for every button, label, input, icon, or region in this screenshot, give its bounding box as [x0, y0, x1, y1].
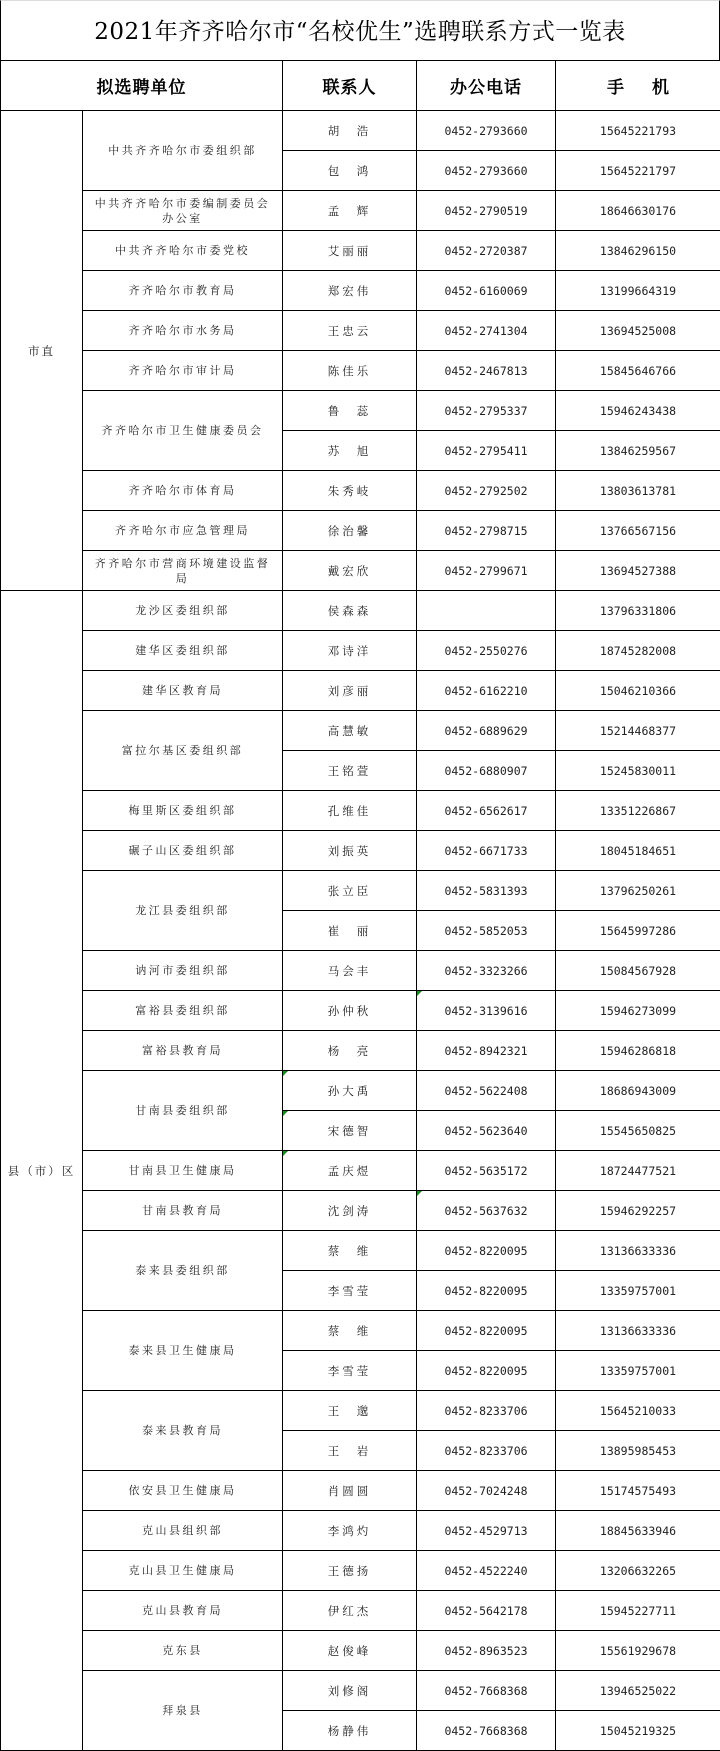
office-phone-cell: 0452-8963523: [417, 1631, 556, 1671]
unit-cell: 齐齐哈尔市审计局: [83, 351, 283, 391]
office-phone-cell: 0452-5642178: [417, 1591, 556, 1631]
contact-name-cell: 艾丽丽: [283, 231, 417, 271]
office-phone-cell: 0452-6160069: [417, 271, 556, 311]
contact-name-cell: 张立臣: [283, 871, 417, 911]
mobile-cell: 15045219325: [556, 1711, 720, 1751]
contact-name-cell: 王 岩: [283, 1431, 417, 1471]
unit-cell: 甘南县卫生健康局: [83, 1151, 283, 1191]
mobile-cell: 18045184651: [556, 831, 720, 871]
mobile-cell: 18724477521: [556, 1151, 720, 1191]
contact-name-cell: 孙大禹: [283, 1071, 417, 1111]
unit-cell: 富裕县教育局: [83, 1031, 283, 1071]
table-row: [1, 1471, 720, 1511]
mobile-cell: 13846296150: [556, 231, 720, 271]
contact-name-cell: 刘彦丽: [283, 671, 417, 711]
office-phone-cell: 0452-2550276: [417, 631, 556, 671]
table-row: [1, 191, 720, 231]
mobile-cell: 13895985453: [556, 1431, 720, 1471]
contact-name-cell: 朱秀岐: [283, 471, 417, 511]
unit-cell: 建华区教育局: [83, 671, 283, 711]
table-row: [1, 1631, 720, 1671]
mobile-cell: 15946273099: [556, 991, 720, 1031]
table-row: [1, 591, 720, 631]
table-row: [1, 1671, 720, 1711]
unit-cell: 建华区委组织部: [83, 631, 283, 671]
office-phone-cell: 0452-5635172: [417, 1151, 556, 1191]
mobile-cell: 15645221797: [556, 151, 720, 191]
mobile-cell: 15946243438: [556, 391, 720, 431]
contact-name-cell: 孟庆煜: [283, 1151, 417, 1191]
unit-cell: 富裕县委组织部: [83, 991, 283, 1031]
table-row: [1, 1071, 720, 1111]
mobile-cell: 15561929678: [556, 1631, 720, 1671]
table-row: [1, 1591, 720, 1631]
contact-name-cell: 戴宏欣: [283, 551, 417, 591]
contact-name-cell: 郑宏伟: [283, 271, 417, 311]
contact-name-cell: 孟 辉: [283, 191, 417, 231]
mobile-cell: 13351226867: [556, 791, 720, 831]
contact-name-cell: 鲁 蕊: [283, 391, 417, 431]
office-phone-cell: 0452-8233706: [417, 1431, 556, 1471]
contact-name-cell: 杨静伟: [283, 1711, 417, 1751]
mobile-cell: 13796250261: [556, 871, 720, 911]
unit-cell: 龙沙区委组织部: [83, 591, 283, 631]
mobile-cell: 13206632265: [556, 1551, 720, 1591]
table-row: [1, 271, 720, 311]
mobile-cell: 15645997286: [556, 911, 720, 951]
unit-cell: 中共齐齐哈尔市委组织部: [83, 111, 283, 191]
contact-name-cell: 胡 浩: [283, 111, 417, 151]
unit-cell: 龙江县委组织部: [83, 871, 283, 951]
contact-name-cell: 赵俊峰: [283, 1631, 417, 1671]
unit-cell: 克山县教育局: [83, 1591, 283, 1631]
unit-cell: 泰来县卫生健康局: [83, 1311, 283, 1391]
contact-name-cell: 刘修阁: [283, 1671, 417, 1711]
mobile-cell: 13766567156: [556, 511, 720, 551]
office-phone-cell: 0452-2793660: [417, 151, 556, 191]
contact-table: [0, 60, 720, 1751]
mobile-cell: 13694525008: [556, 311, 720, 351]
mobile-cell: 13846259567: [556, 431, 720, 471]
table-row: [1, 311, 720, 351]
table-row: [1, 231, 720, 271]
mobile-cell: 13359757001: [556, 1351, 720, 1391]
office-phone-cell: 0452-4522240: [417, 1551, 556, 1591]
mobile-cell: 13136633336: [556, 1231, 720, 1271]
table-row: [1, 1551, 720, 1591]
office-phone-cell: 0452-2467813: [417, 351, 556, 391]
contact-name-cell: 马会丰: [283, 951, 417, 991]
table-row: [1, 471, 720, 511]
table-row: [1, 111, 720, 151]
unit-cell: 泰来县委组织部: [83, 1231, 283, 1311]
table-row: [1, 831, 720, 871]
contact-name-cell: 杨 亮: [283, 1031, 417, 1071]
header-mobile: 手 机: [556, 61, 720, 111]
contact-name-cell: 李雪莹: [283, 1351, 417, 1391]
mobile-cell: 15645210033: [556, 1391, 720, 1431]
table-row: [1, 711, 720, 751]
contact-name-cell: 苏 旭: [283, 431, 417, 471]
mobile-cell: 13136633336: [556, 1311, 720, 1351]
mobile-cell: 15214468377: [556, 711, 720, 751]
office-phone-cell: 0452-2741304: [417, 311, 556, 351]
office-phone-cell: 0452-8220095: [417, 1271, 556, 1311]
contact-name-cell: 崔 丽: [283, 911, 417, 951]
table-row: [1, 551, 720, 591]
office-phone-cell: 0452-2793660: [417, 111, 556, 151]
table-row: [1, 1151, 720, 1191]
table-header-row: [1, 61, 720, 111]
office-phone-cell: 0452-8220095: [417, 1351, 556, 1391]
office-phone-cell: 0452-2798715: [417, 511, 556, 551]
mobile-cell: 13199664319: [556, 271, 720, 311]
unit-cell: 甘南县委组织部: [83, 1071, 283, 1151]
table-row: [1, 871, 720, 911]
office-phone-cell: 0452-2795411: [417, 431, 556, 471]
table-row: [1, 511, 720, 551]
contact-name-cell: 孙仲秋: [283, 991, 417, 1031]
contact-name-cell: 王德扬: [283, 1551, 417, 1591]
unit-cell: 齐齐哈尔市水务局: [83, 311, 283, 351]
contact-name-cell: 沈剑涛: [283, 1191, 417, 1231]
office-phone-cell: 0452-6880907: [417, 751, 556, 791]
mobile-cell: 15245830011: [556, 751, 720, 791]
unit-cell: 甘南县教育局: [83, 1191, 283, 1231]
unit-cell: 梅里斯区委组织部: [83, 791, 283, 831]
unit-cell: 泰来县教育局: [83, 1391, 283, 1471]
contact-name-cell: 伊红杰: [283, 1591, 417, 1631]
office-phone-cell: 0452-8233706: [417, 1391, 556, 1431]
region-cell: 县（市）区: [1, 591, 83, 1751]
office-phone-cell: 0452-5831393: [417, 871, 556, 911]
mobile-cell: 18686943009: [556, 1071, 720, 1111]
office-phone-cell: 0452-8220095: [417, 1231, 556, 1271]
office-phone-cell: 0452-2795337: [417, 391, 556, 431]
office-phone-cell: 0452-2720387: [417, 231, 556, 271]
header-office-phone: 办公电话: [417, 61, 556, 111]
office-phone-cell: 0452-5852053: [417, 911, 556, 951]
contact-name-cell: 蔡 维: [283, 1231, 417, 1271]
header-unit: 拟选聘单位: [1, 61, 283, 111]
office-phone-cell: 0452-3139616: [417, 991, 556, 1031]
contact-name-cell: 徐治馨: [283, 511, 417, 551]
contact-name-cell: 高慧敏: [283, 711, 417, 751]
table-body: [1, 111, 720, 1751]
contact-name-cell: 王 邈: [283, 1391, 417, 1431]
mobile-cell: 15545650825: [556, 1111, 720, 1151]
table-row: [1, 1511, 720, 1551]
table-row: [1, 951, 720, 991]
table-row: [1, 351, 720, 391]
mobile-cell: 13694527388: [556, 551, 720, 591]
office-phone-cell: 0452-5637632: [417, 1191, 556, 1231]
contact-name-cell: 王铭萱: [283, 751, 417, 791]
contact-name-cell: 包 鸿: [283, 151, 417, 191]
unit-cell: 讷河市委组织部: [83, 951, 283, 991]
office-phone-cell: 0452-6562617: [417, 791, 556, 831]
unit-cell: 齐齐哈尔市营商环境建设监督局: [83, 551, 283, 591]
office-phone-cell: 0452-3323266: [417, 951, 556, 991]
office-phone-cell: 0452-5622408: [417, 1071, 556, 1111]
table-row: [1, 631, 720, 671]
unit-cell: 拜泉县: [83, 1671, 283, 1751]
office-phone-cell: 0452-2792502: [417, 471, 556, 511]
mobile-cell: 15946292257: [556, 1191, 720, 1231]
office-phone-cell: 0452-6162210: [417, 671, 556, 711]
table-row: [1, 391, 720, 431]
contact-name-cell: 宋德智: [283, 1111, 417, 1151]
contact-name-cell: 李鸿灼: [283, 1511, 417, 1551]
office-phone-cell: [417, 591, 556, 631]
office-phone-cell: 0452-7668368: [417, 1671, 556, 1711]
unit-cell: 中共齐齐哈尔市委编制委员会办公室: [83, 191, 283, 231]
unit-cell: 依安县卫生健康局: [83, 1471, 283, 1511]
unit-cell: 克东县: [83, 1631, 283, 1671]
unit-cell: 克山县组织部: [83, 1511, 283, 1551]
table-row: [1, 1391, 720, 1431]
contact-name-cell: 王忠云: [283, 311, 417, 351]
unit-cell: 中共齐齐哈尔市委党校: [83, 231, 283, 271]
mobile-cell: 13946525022: [556, 1671, 720, 1711]
mobile-cell: 15946286818: [556, 1031, 720, 1071]
contact-name-cell: 孔维佳: [283, 791, 417, 831]
contact-name-cell: 李雪莹: [283, 1271, 417, 1311]
table-row: [1, 671, 720, 711]
mobile-cell: 15645221793: [556, 111, 720, 151]
mobile-cell: 15046210366: [556, 671, 720, 711]
office-phone-cell: 0452-6671733: [417, 831, 556, 871]
mobile-cell: 18845633946: [556, 1511, 720, 1551]
office-phone-cell: 0452-8220095: [417, 1311, 556, 1351]
mobile-cell: 18646630176: [556, 191, 720, 231]
unit-cell: 齐齐哈尔市教育局: [83, 271, 283, 311]
unit-cell: 齐齐哈尔市应急管理局: [83, 511, 283, 551]
contact-name-cell: 陈佳乐: [283, 351, 417, 391]
mobile-cell: 15084567928: [556, 951, 720, 991]
page-title: 2021年齐齐哈尔市“名校优生”选聘联系方式一览表: [0, 0, 720, 60]
table-row: [1, 1311, 720, 1351]
office-phone-cell: 0452-2790519: [417, 191, 556, 231]
contact-name-cell: 蔡 维: [283, 1311, 417, 1351]
table-row: [1, 791, 720, 831]
mobile-cell: 15174575493: [556, 1471, 720, 1511]
table-row: [1, 1231, 720, 1271]
unit-cell: 碾子山区委组织部: [83, 831, 283, 871]
contact-name-cell: 刘振英: [283, 831, 417, 871]
office-phone-cell: 0452-6889629: [417, 711, 556, 751]
unit-cell: 齐齐哈尔市卫生健康委员会: [83, 391, 283, 471]
mobile-cell: 13796331806: [556, 591, 720, 631]
office-phone-cell: 0452-5623640: [417, 1111, 556, 1151]
office-phone-cell: 0452-2799671: [417, 551, 556, 591]
office-phone-cell: 0452-7668368: [417, 1711, 556, 1751]
office-phone-cell: 0452-7024248: [417, 1471, 556, 1511]
mobile-cell: 13803613781: [556, 471, 720, 511]
table-row: [1, 991, 720, 1031]
header-contact: 联系人: [283, 61, 417, 111]
unit-cell: 齐齐哈尔市体育局: [83, 471, 283, 511]
unit-cell: 克山县卫生健康局: [83, 1551, 283, 1591]
unit-cell: 富拉尔基区委组织部: [83, 711, 283, 791]
mobile-cell: 15845646766: [556, 351, 720, 391]
office-phone-cell: 0452-8942321: [417, 1031, 556, 1071]
mobile-cell: 13359757001: [556, 1271, 720, 1311]
contact-name-cell: 邓诗洋: [283, 631, 417, 671]
region-cell: 市直: [1, 111, 83, 591]
mobile-cell: 15945227711: [556, 1591, 720, 1631]
office-phone-cell: 0452-4529713: [417, 1511, 556, 1551]
table-row: [1, 1191, 720, 1231]
table-row: [1, 1031, 720, 1071]
contact-name-cell: 侯森森: [283, 591, 417, 631]
mobile-cell: 18745282008: [556, 631, 720, 671]
contact-name-cell: 肖圆圆: [283, 1471, 417, 1511]
